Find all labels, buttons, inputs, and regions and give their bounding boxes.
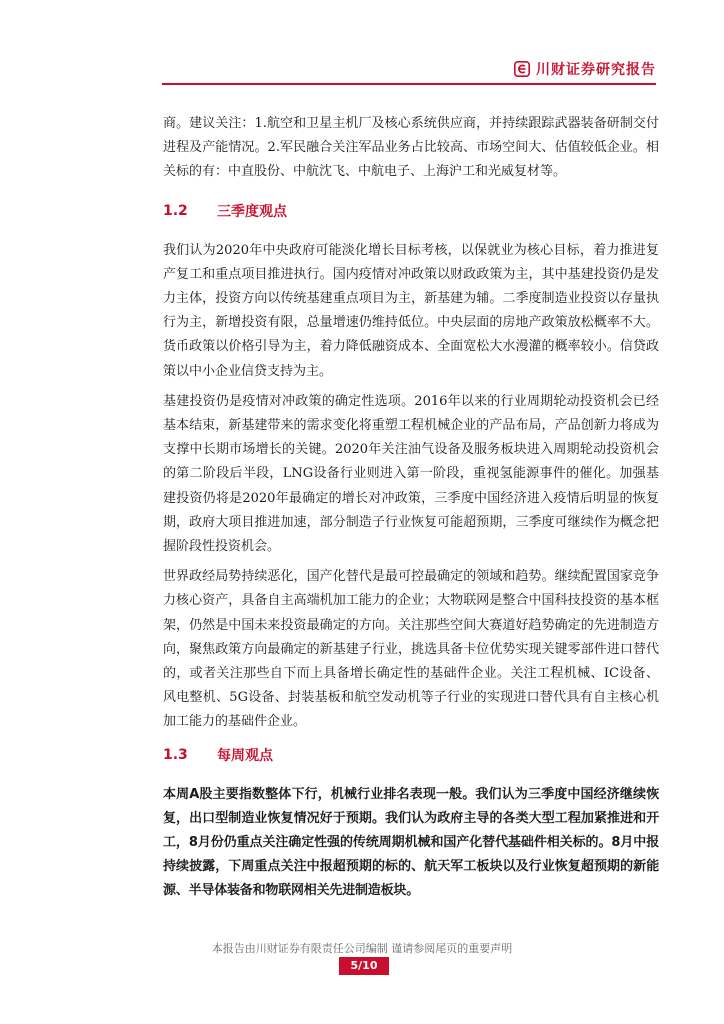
cc-logo-icon	[514, 61, 530, 77]
paragraph-localization: 世界政经局势持续恶化，国产化替代是最可控最确定的领域和趋势。继续配置国家竞争力核心资产，具备自主高端机加工能力的企业；大物联网是整合中国科技投资的基本框架，仍然是中国未来投资最确定的方向。关注那些空间大赛道好趋势确定的先进制造方向，聚焦政策方向最确定的新基建子行业，挑选具备卡位优势实现关键零部件进口替代的，或者关注那些自下而上具备增长确定性的基础件企业。关注工程机械、IC设备、风电整机、5G设备、封装基板和航空发动机等子行业的实现进口替代具有自主核心机加工能力的基础件企业。	[163, 569, 659, 730]
paragraph-infrastructure: 基建投资仍是疫情对冲政策的确定性选项。2016年以来的行业周期轮动投资机会已经基本结束，新基建带来的需求变化将重塑工程机械企业的产品布局，产品创新力将成为支撑中长期市场增长的关键。2020年关注油气设备及服务板块进入周期轮动投资机会的第二阶段后半段，LNG设备行业则进入第一阶段，重视氢能源事件的催化。加强基建投资仍将是2020年最确定的增长对冲政策，三季度中国经济进入疫情后明显的恢复期，政府大项目推进加速，部分制造子行业恢复可能超预期，三季度可继续作为概念把握阶段性投资机会。	[163, 393, 659, 555]
section-number: 1.3	[163, 746, 188, 763]
section-number: 1.2	[163, 202, 188, 219]
page-header	[0, 0, 724, 100]
section-title: 三季度观点	[217, 203, 287, 220]
paragraph-macro-view: 我们认为2020年中央政府可能淡化增长目标考核，以保就业为核心目标，着力推进复产复工和重点项目推进执行。国内疫情对冲政策以财政政策为主，其中基建投资仍是发力主体，投资方向以传统基建重点项目为主，新基建为辅。二季度制造业投资以存量执行为主，新增投资有限，总量增速仍维持低位。中央层面的房地产政策放松概率不大。货币政策以价格引导为主，着力降低融资成本、全面宽松大水漫灌的概率较小。信贷政策以中小企业信贷支持为主。	[163, 242, 659, 379]
footer-disclaimer: 本报告由川财证券有限责任公司编制 谨请参阅尾页的重要声明	[211, 942, 513, 955]
section-heading-1-3	[163, 743, 659, 767]
section-heading-1-2	[163, 199, 659, 223]
report-body	[163, 112, 659, 910]
intro-paragraph: 商。建议关注：1.航空和卫星主机厂及核心系统供应商，并持续跟踪武器装备研制交付进程及产能情况。2.军民融合关注军品业务占比较高、市场空间大、估值较低企业。相关标的有：中直股份、中航沈飞、中航电子、上海沪工和光威复材等。	[163, 116, 659, 180]
brand	[514, 57, 656, 81]
brand-title: 川财证券研究报告	[536, 62, 656, 78]
page-number-badge: 5/10	[339, 957, 389, 975]
header-divider	[162, 83, 656, 85]
paragraph-weekly-view: 本周A股主要指数整体下行，机械行业排名表现一般。我们认为三季度中国经济继续恢复，出口型制造业恢复情况好于预期。我们认为政府主导的各类大型工程加紧推进和开工，8月份仍重点关注确定性强的传统周期机械和国产化替代基础件相关标的。8月中报持续披露，下周重点关注中报超预期的标的、航天军工板块以及行业恢复超预期的新能源、半导体装备和物联网相关先进制造板块。	[163, 786, 659, 899]
section-title: 每周观点	[217, 747, 273, 764]
